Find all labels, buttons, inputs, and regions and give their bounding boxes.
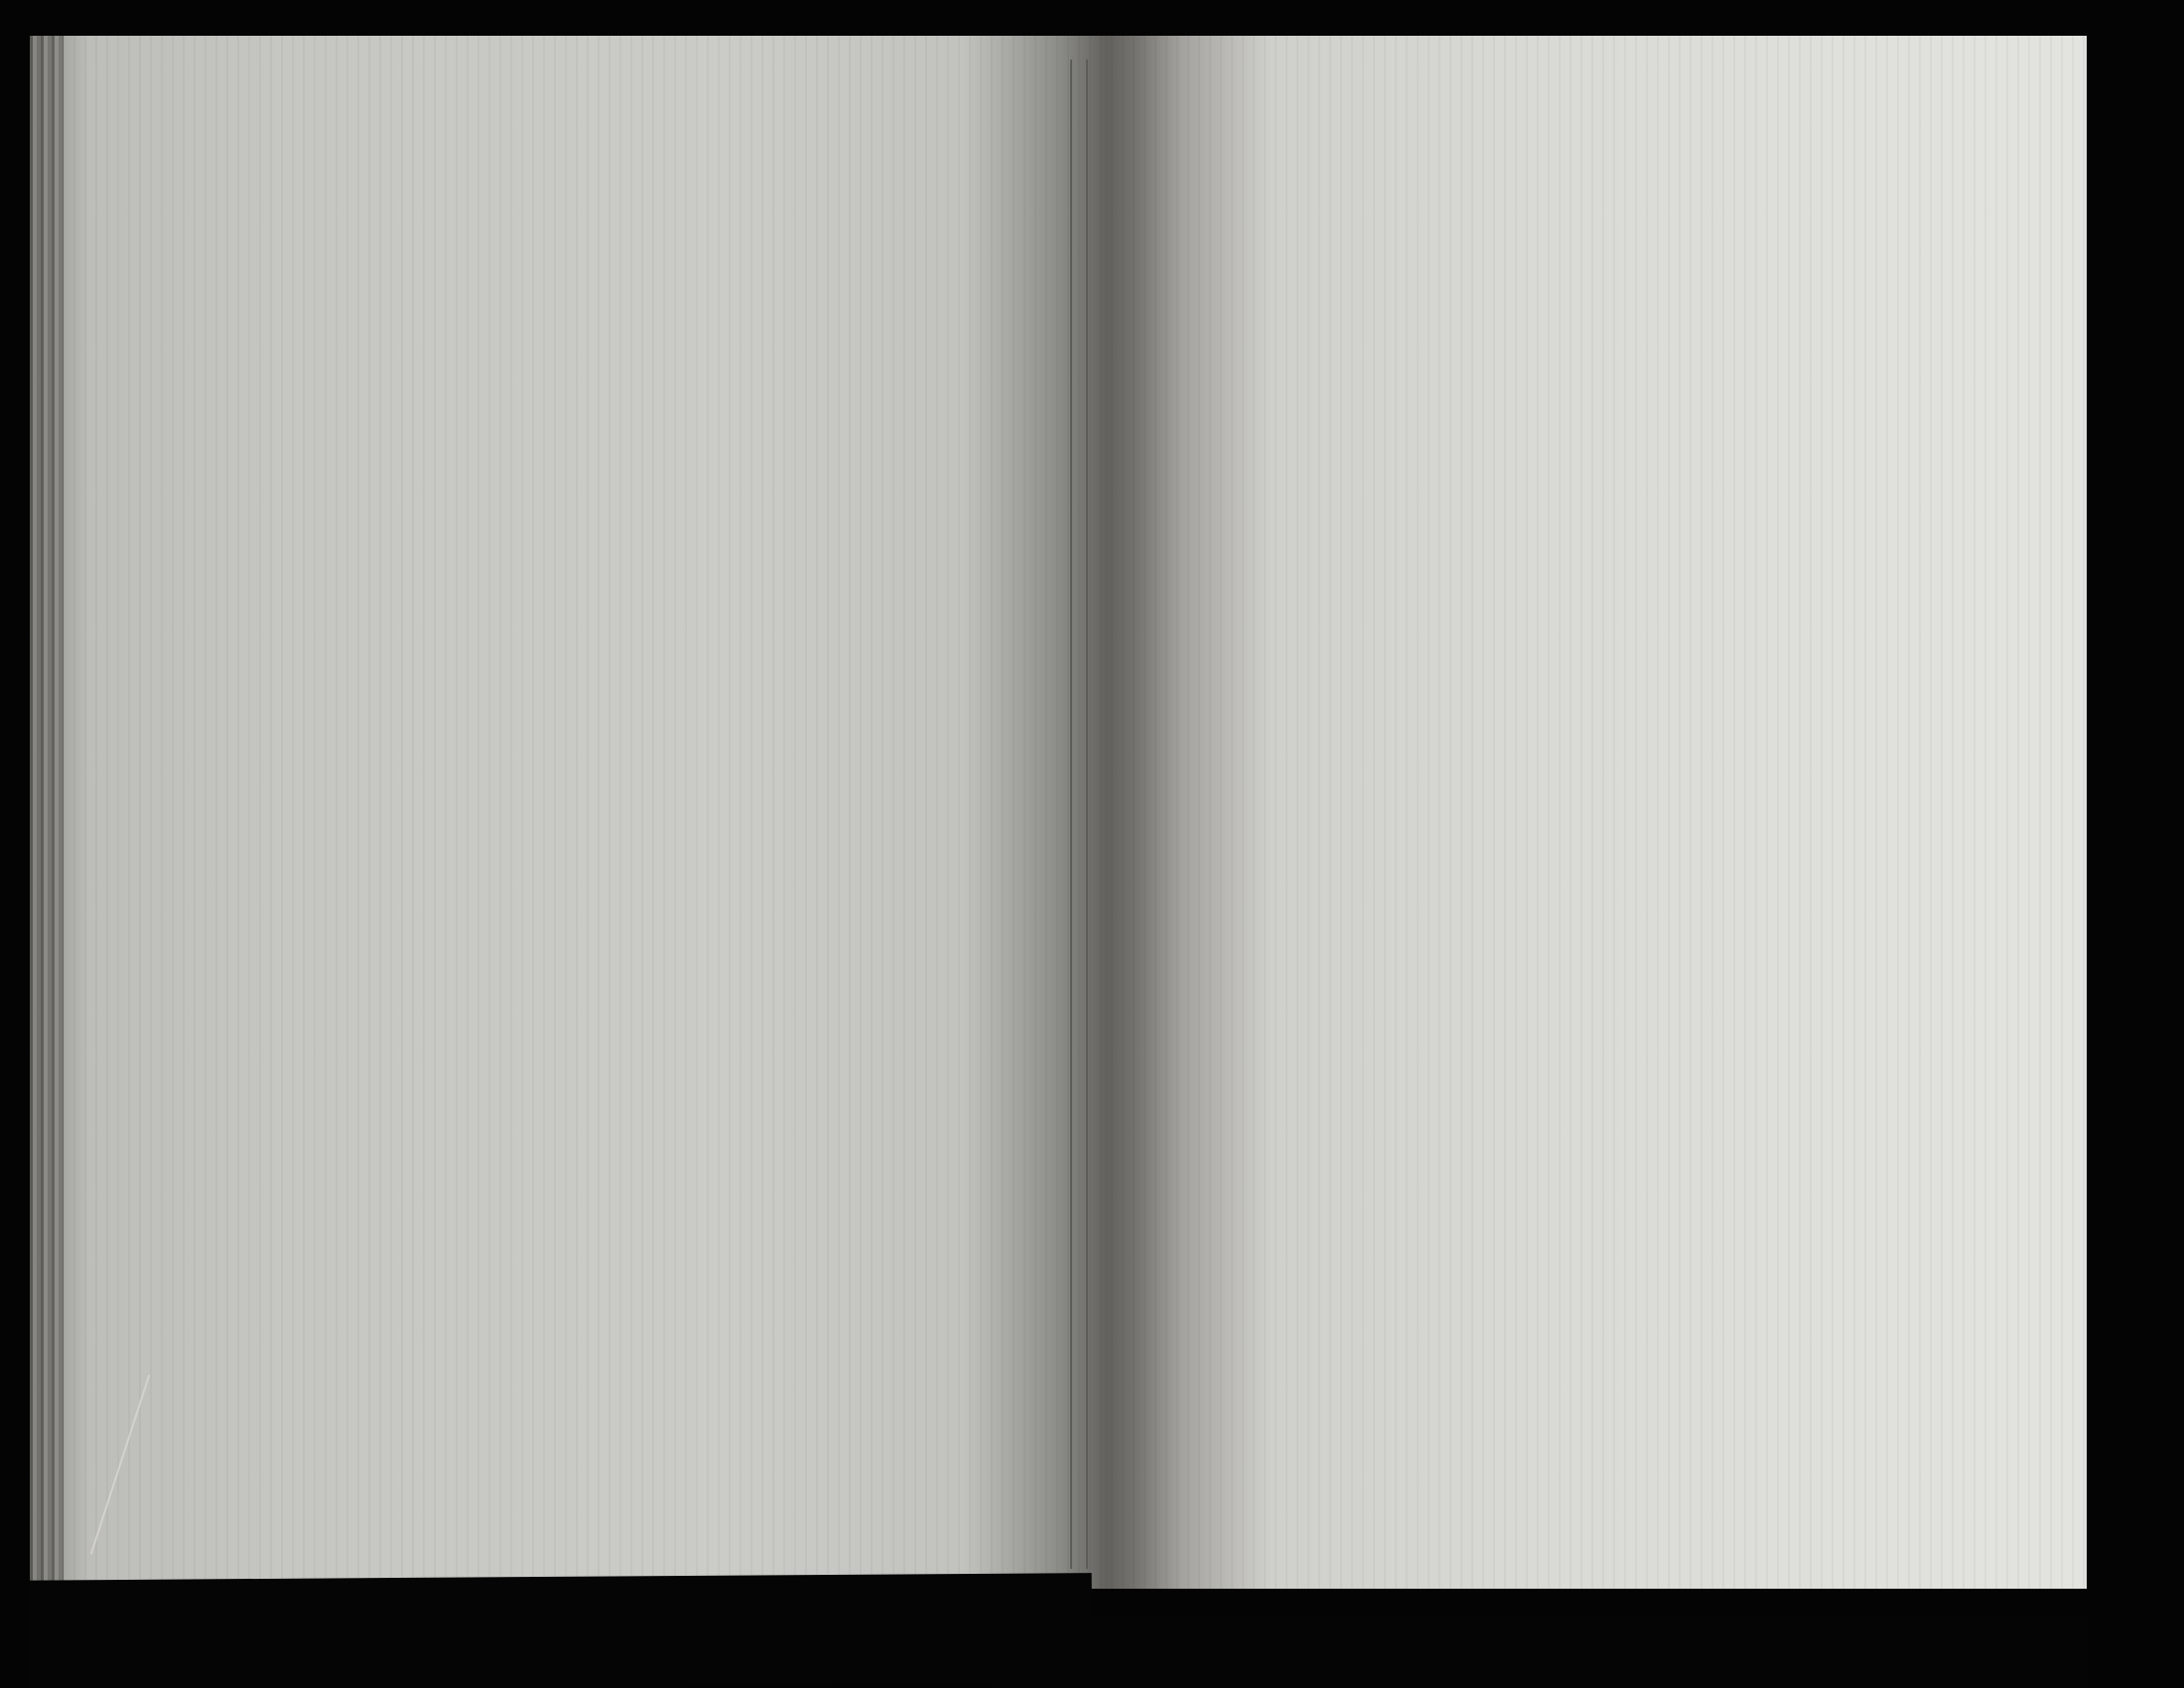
photo-black-bottom xyxy=(993,1617,2184,1688)
photo-black-bottom xyxy=(0,1573,1092,1688)
photo-black-top xyxy=(0,0,2184,36)
gutter-crease xyxy=(1086,60,1088,1569)
photo-black-right xyxy=(2089,0,2184,1688)
photo-black-left xyxy=(0,0,30,1688)
book-edge-left xyxy=(30,34,64,1589)
paper-grain xyxy=(30,34,2087,1589)
gutter-crease xyxy=(1070,60,1072,1569)
